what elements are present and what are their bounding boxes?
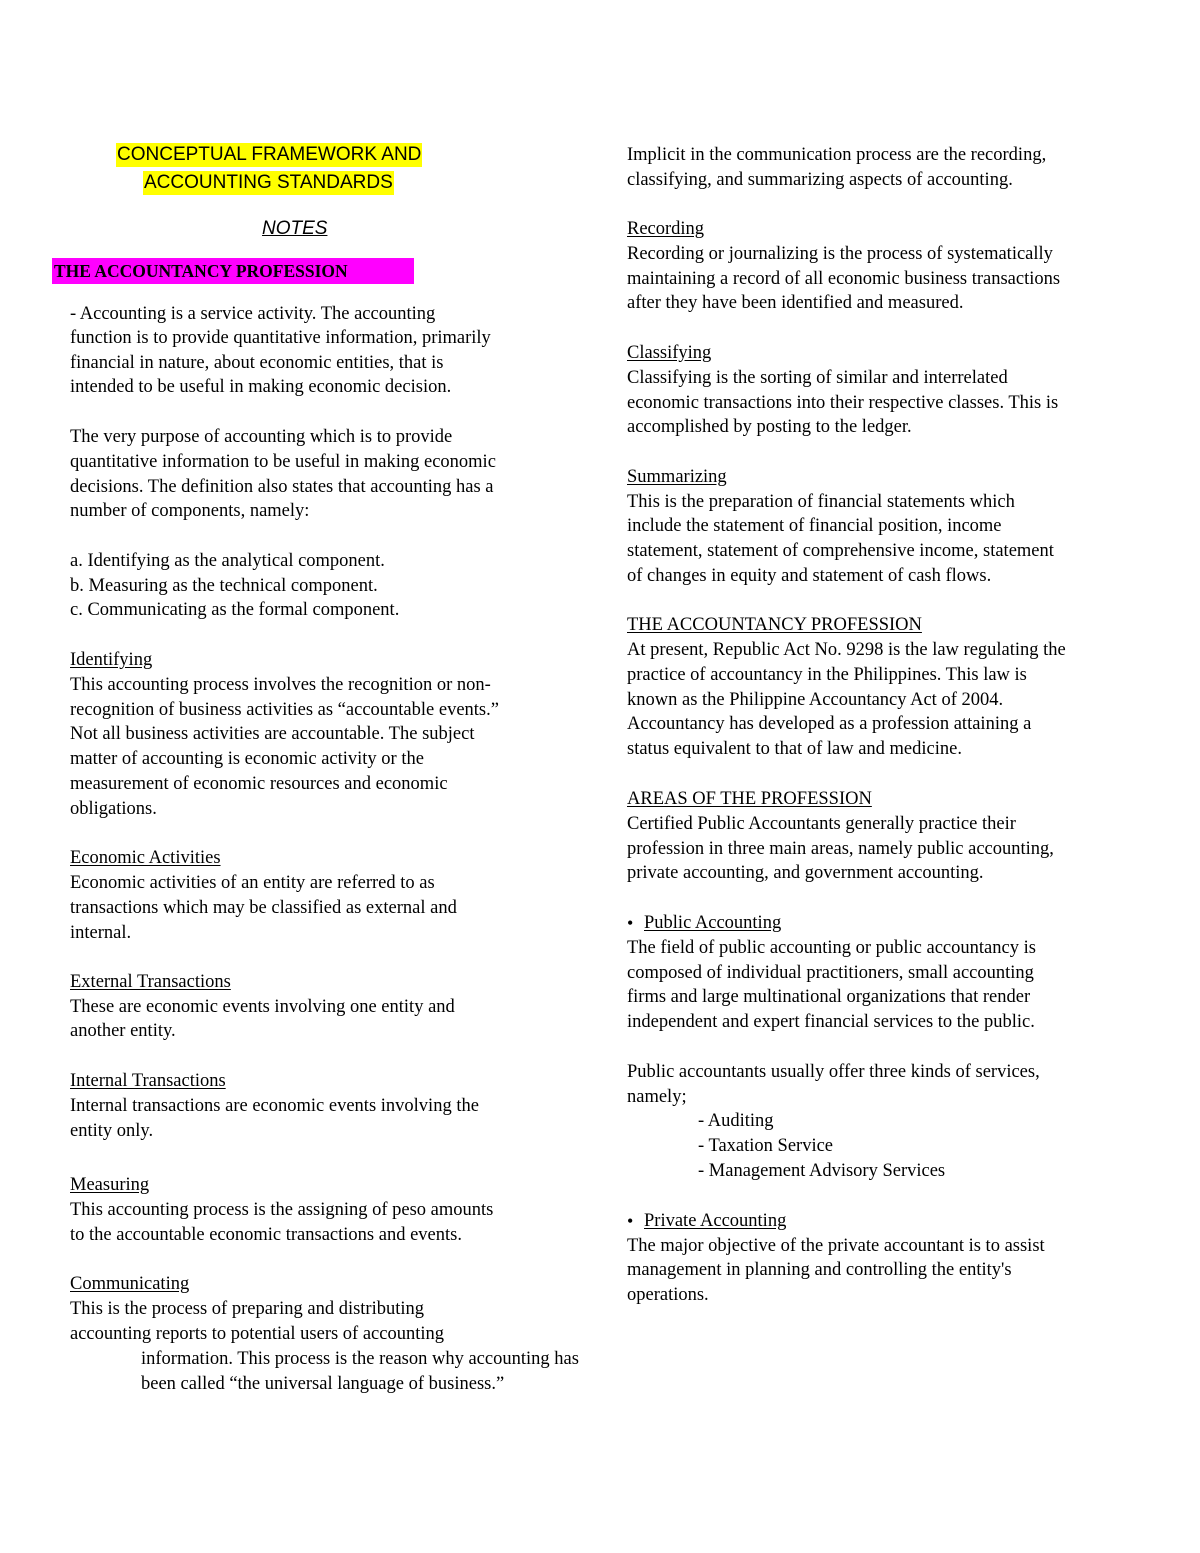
public-line: The field of public accounting or public accountancy is <box>627 938 1036 958</box>
classifying-line: accomplished by posting to the ledger. <box>627 417 912 437</box>
private-accounting-heading: Private Accounting <box>644 1211 787 1231</box>
economic-activities-heading: Economic Activities <box>70 848 221 868</box>
communicating-heading: Communicating <box>70 1274 190 1294</box>
implicit-line: classifying, and summarizing aspects of accounting. <box>627 170 1013 190</box>
bullet-icon: • <box>627 913 634 933</box>
component-item: c. Communicating as the formal component. <box>70 600 400 620</box>
component-item: b. Measuring as the technical component. <box>70 576 378 596</box>
identifying-line: measurement of economic resources and economic <box>70 774 448 794</box>
economic-line: Economic activities of an entity are referred to as <box>70 873 435 893</box>
private-line: operations. <box>627 1285 709 1305</box>
p2-line: quantitative information to be useful in making economic <box>70 452 496 472</box>
service-item: - Taxation Service <box>698 1136 834 1156</box>
section-heading-accountancy-profession: THE ACCOUNTANCY PROFESSION <box>52 258 414 284</box>
component-item: a. Identifying as the analytical component. <box>70 551 385 571</box>
p1-line: financial in nature, about economic entities, that is <box>70 353 444 373</box>
document-title-line-1: CONCEPTUAL FRAMEWORK AND <box>117 144 422 165</box>
classifying-line: economic transactions into their respective classes. This is <box>627 393 1059 413</box>
identifying-heading: Identifying <box>70 650 153 670</box>
recording-line: Recording or journalizing is the process of systematically <box>627 244 1053 264</box>
internal-line: Internal transactions are economic events involving the <box>70 1096 479 1116</box>
public-line: independent and expert financial services to the public. <box>627 1012 1035 1032</box>
classifying-heading: Classifying <box>627 343 712 363</box>
areas-line: Certified Public Accountants generally practice their <box>627 814 1016 834</box>
communicating-line: information. This process is the reason why accounting has <box>141 1349 579 1369</box>
p2-line: decisions. The definition also states that accounting has a <box>70 477 494 497</box>
identifying-line: obligations. <box>70 799 157 819</box>
profession-line: At present, Republic Act No. 9298 is the law regulating the <box>627 640 1066 660</box>
summarizing-line: include the statement of financial position, income <box>627 516 1002 536</box>
p1-line: function is to provide quantitative information, primarily <box>70 328 491 348</box>
service-item: - Management Advisory Services <box>698 1161 946 1181</box>
identifying-line: matter of accounting is economic activity or the <box>70 749 424 769</box>
communicating-line: This is the process of preparing and distributing <box>70 1299 425 1319</box>
identifying-line: recognition of business activities as “accountable events.” <box>70 700 499 720</box>
implicit-line: Implicit in the communication process are the recording, <box>627 145 1047 165</box>
areas-line: private accounting, and government accounting. <box>627 863 984 883</box>
p1-line: intended to be useful in making economic decision. <box>70 377 452 397</box>
external-line: These are economic events involving one entity and <box>70 997 455 1017</box>
external-line: another entity. <box>70 1021 176 1041</box>
profession-line: practice of accountancy in the Philippines. This law is <box>627 665 1027 685</box>
service-item: - Auditing <box>698 1111 774 1131</box>
internal-transactions-heading: Internal Transactions <box>70 1071 226 1091</box>
public-line: firms and large multinational organizations that render <box>627 987 1031 1007</box>
internal-line: entity only. <box>70 1121 154 1141</box>
p1-line: - Accounting is a service activity. The accounting <box>70 304 436 324</box>
accountancy-profession-heading: THE ACCOUNTANCY PROFESSION <box>627 615 922 635</box>
measuring-heading: Measuring <box>70 1175 150 1195</box>
profession-line: status equivalent to that of law and medicine. <box>627 739 962 759</box>
external-transactions-heading: External Transactions <box>70 972 231 992</box>
summarizing-line: statement, statement of comprehensive income, statement <box>627 541 1054 561</box>
recording-line: maintaining a record of all economic business transactions <box>627 269 1061 289</box>
recording-heading: Recording <box>627 219 705 239</box>
private-line: management in planning and controlling the entity's <box>627 1260 1012 1280</box>
document-title-line-2: ACCOUNTING STANDARDS <box>144 172 393 193</box>
summarizing-line: This is the preparation of financial statements which <box>627 492 1015 512</box>
measuring-line: to the accountable economic transactions and events. <box>70 1225 462 1245</box>
p2-line: number of components, namely: <box>70 501 310 521</box>
profession-line: Accountancy has developed as a profession attaining a <box>627 714 1032 734</box>
bullet-icon: • <box>627 1211 634 1231</box>
economic-line: transactions which may be classified as external and <box>70 898 457 918</box>
measuring-line: This accounting process is the assigning of peso amounts <box>70 1200 494 1220</box>
p2-line: The very purpose of accounting which is to provide <box>70 427 453 447</box>
services-intro-line: Public accountants usually offer three kinds of services, <box>627 1062 1040 1082</box>
profession-line: known as the Philippine Accountancy Act of 2004. <box>627 690 1004 710</box>
areas-of-profession-heading: AREAS OF THE PROFESSION <box>627 789 872 809</box>
communicating-line: accounting reports to potential users of accounting <box>70 1324 445 1344</box>
economic-line: internal. <box>70 923 132 943</box>
private-line: The major objective of the private accountant is to assist <box>627 1236 1045 1256</box>
public-accounting-heading: Public Accounting <box>644 913 782 933</box>
identifying-line: This accounting process involves the recognition or non- <box>70 675 491 695</box>
classifying-line: Classifying is the sorting of similar and interrelated <box>627 368 1008 388</box>
summarizing-line: of changes in equity and statement of cash flows. <box>627 566 992 586</box>
summarizing-heading: Summarizing <box>627 467 727 487</box>
services-intro-line: namely; <box>627 1087 687 1107</box>
notes-heading: NOTES <box>262 218 328 239</box>
recording-line: after they have been identified and measured. <box>627 293 964 313</box>
communicating-line: been called “the universal language of business.” <box>141 1374 505 1394</box>
public-line: composed of individual practitioners, small accounting <box>627 963 1034 983</box>
areas-line: profession in three main areas, namely public accounting, <box>627 839 1054 859</box>
identifying-line: Not all business activities are accountable. The subject <box>70 724 475 744</box>
